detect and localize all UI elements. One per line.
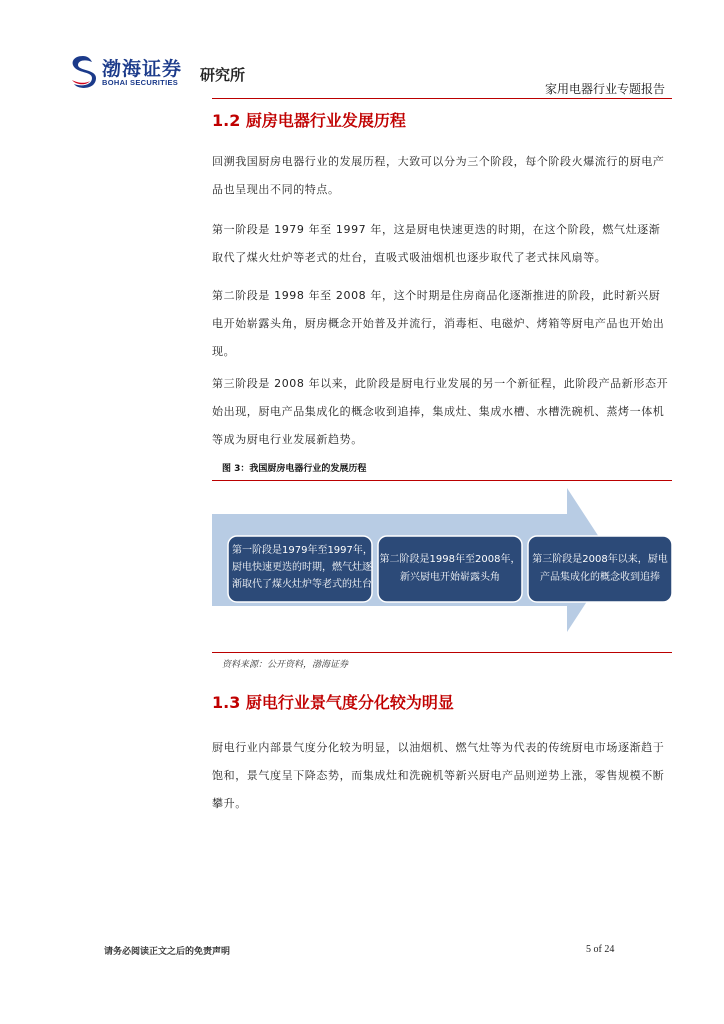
figure-caption: 图 3：我国厨房电器行业的发展历程	[222, 464, 367, 474]
paragraph: 第一阶段是 1979 年至 1997 年，这是厨电快速更迭的时期，在这个阶段，燃气灶逐渐取代了煤火灶炉等老式的灶台，直吸式吸油烟机也逐步取代了老式抹风扇等。	[212, 223, 661, 264]
logo-chinese-name: 渤海证券	[102, 58, 183, 80]
stage-box-1	[228, 536, 373, 602]
logo-english-name: BOHAI SECURITIES	[102, 78, 179, 87]
stage-1-line-2: 厨电快速更迭的时期，燃气灶逐	[232, 562, 372, 573]
institute-label: 研究所	[200, 66, 246, 84]
stage-1-line-1: 第一阶段是1979年至1997年，	[232, 545, 373, 556]
paragraph: 第二阶段是 1998 年至 2008 年，这个时期是住房商品化逐渐推进的阶段，此时新兴厨电开始崭露头角，厨房概念开始普及并流行，消毒柜、电磁炉、烤箱等厨电产品也开始出现。	[212, 289, 665, 358]
stage-2-line-2: 新兴厨电开始崭露头角	[400, 572, 500, 583]
paragraph: 厨电行业内部景气度分化较为明显，以油烟机、燃气灶等为代表的传统厨电市场逐渐趋于饱和，景气度呈下降态势，而集成灶和洗碗机等新兴厨电产品则逆势上涨，零售规模不断攀升。	[212, 741, 665, 810]
section-heading-1-3: 1.3 厨电行业景气度分化较为明显	[212, 693, 454, 712]
page-number: 5 of 24	[586, 944, 615, 955]
footer-disclaimer: 请务必阅读正文之后的免责声明	[104, 947, 231, 957]
timeline-diagram	[212, 484, 672, 644]
stage-3-line-2: 产品集成化的概念收到追捧	[540, 572, 660, 583]
bohai-logo-icon	[68, 54, 98, 90]
section-heading-1-2: 1.2 厨房电器行业发展历程	[212, 111, 406, 130]
header-divider	[212, 98, 672, 99]
report-title: 家用电器行业专题报告	[544, 82, 665, 96]
stage-3-line-1: 第三阶段是2008年以来，厨电	[532, 554, 668, 565]
figure-top-rule	[212, 480, 672, 481]
stage-box-3	[528, 536, 672, 602]
paragraph: 回溯我国厨房电器行业的发展历程，大致可以分为三个阶段，每个阶段火爆流行的厨电产品也呈现出不同的特点。	[212, 155, 665, 196]
stage-1-line-3: 渐取代了煤火灶炉等老式的灶台	[232, 579, 372, 590]
figure-source: 资料来源：公开资料，渤海证券	[222, 660, 349, 670]
paragraph: 第三阶段是 2008 年以来，此阶段是厨电行业发展的另一个新征程，此阶段产品新形态开始出现，厨电产品集成化的概念收到追捧，集成灶、集成水槽、水槽洗碗机、蒸烤一体机等成为厨电行业发展新趋势。	[212, 377, 669, 446]
figure-bottom-rule	[212, 652, 672, 653]
stage-2-line-1: 第二阶段是1998年至2008年，	[379, 554, 521, 565]
stage-box-2	[378, 536, 522, 602]
